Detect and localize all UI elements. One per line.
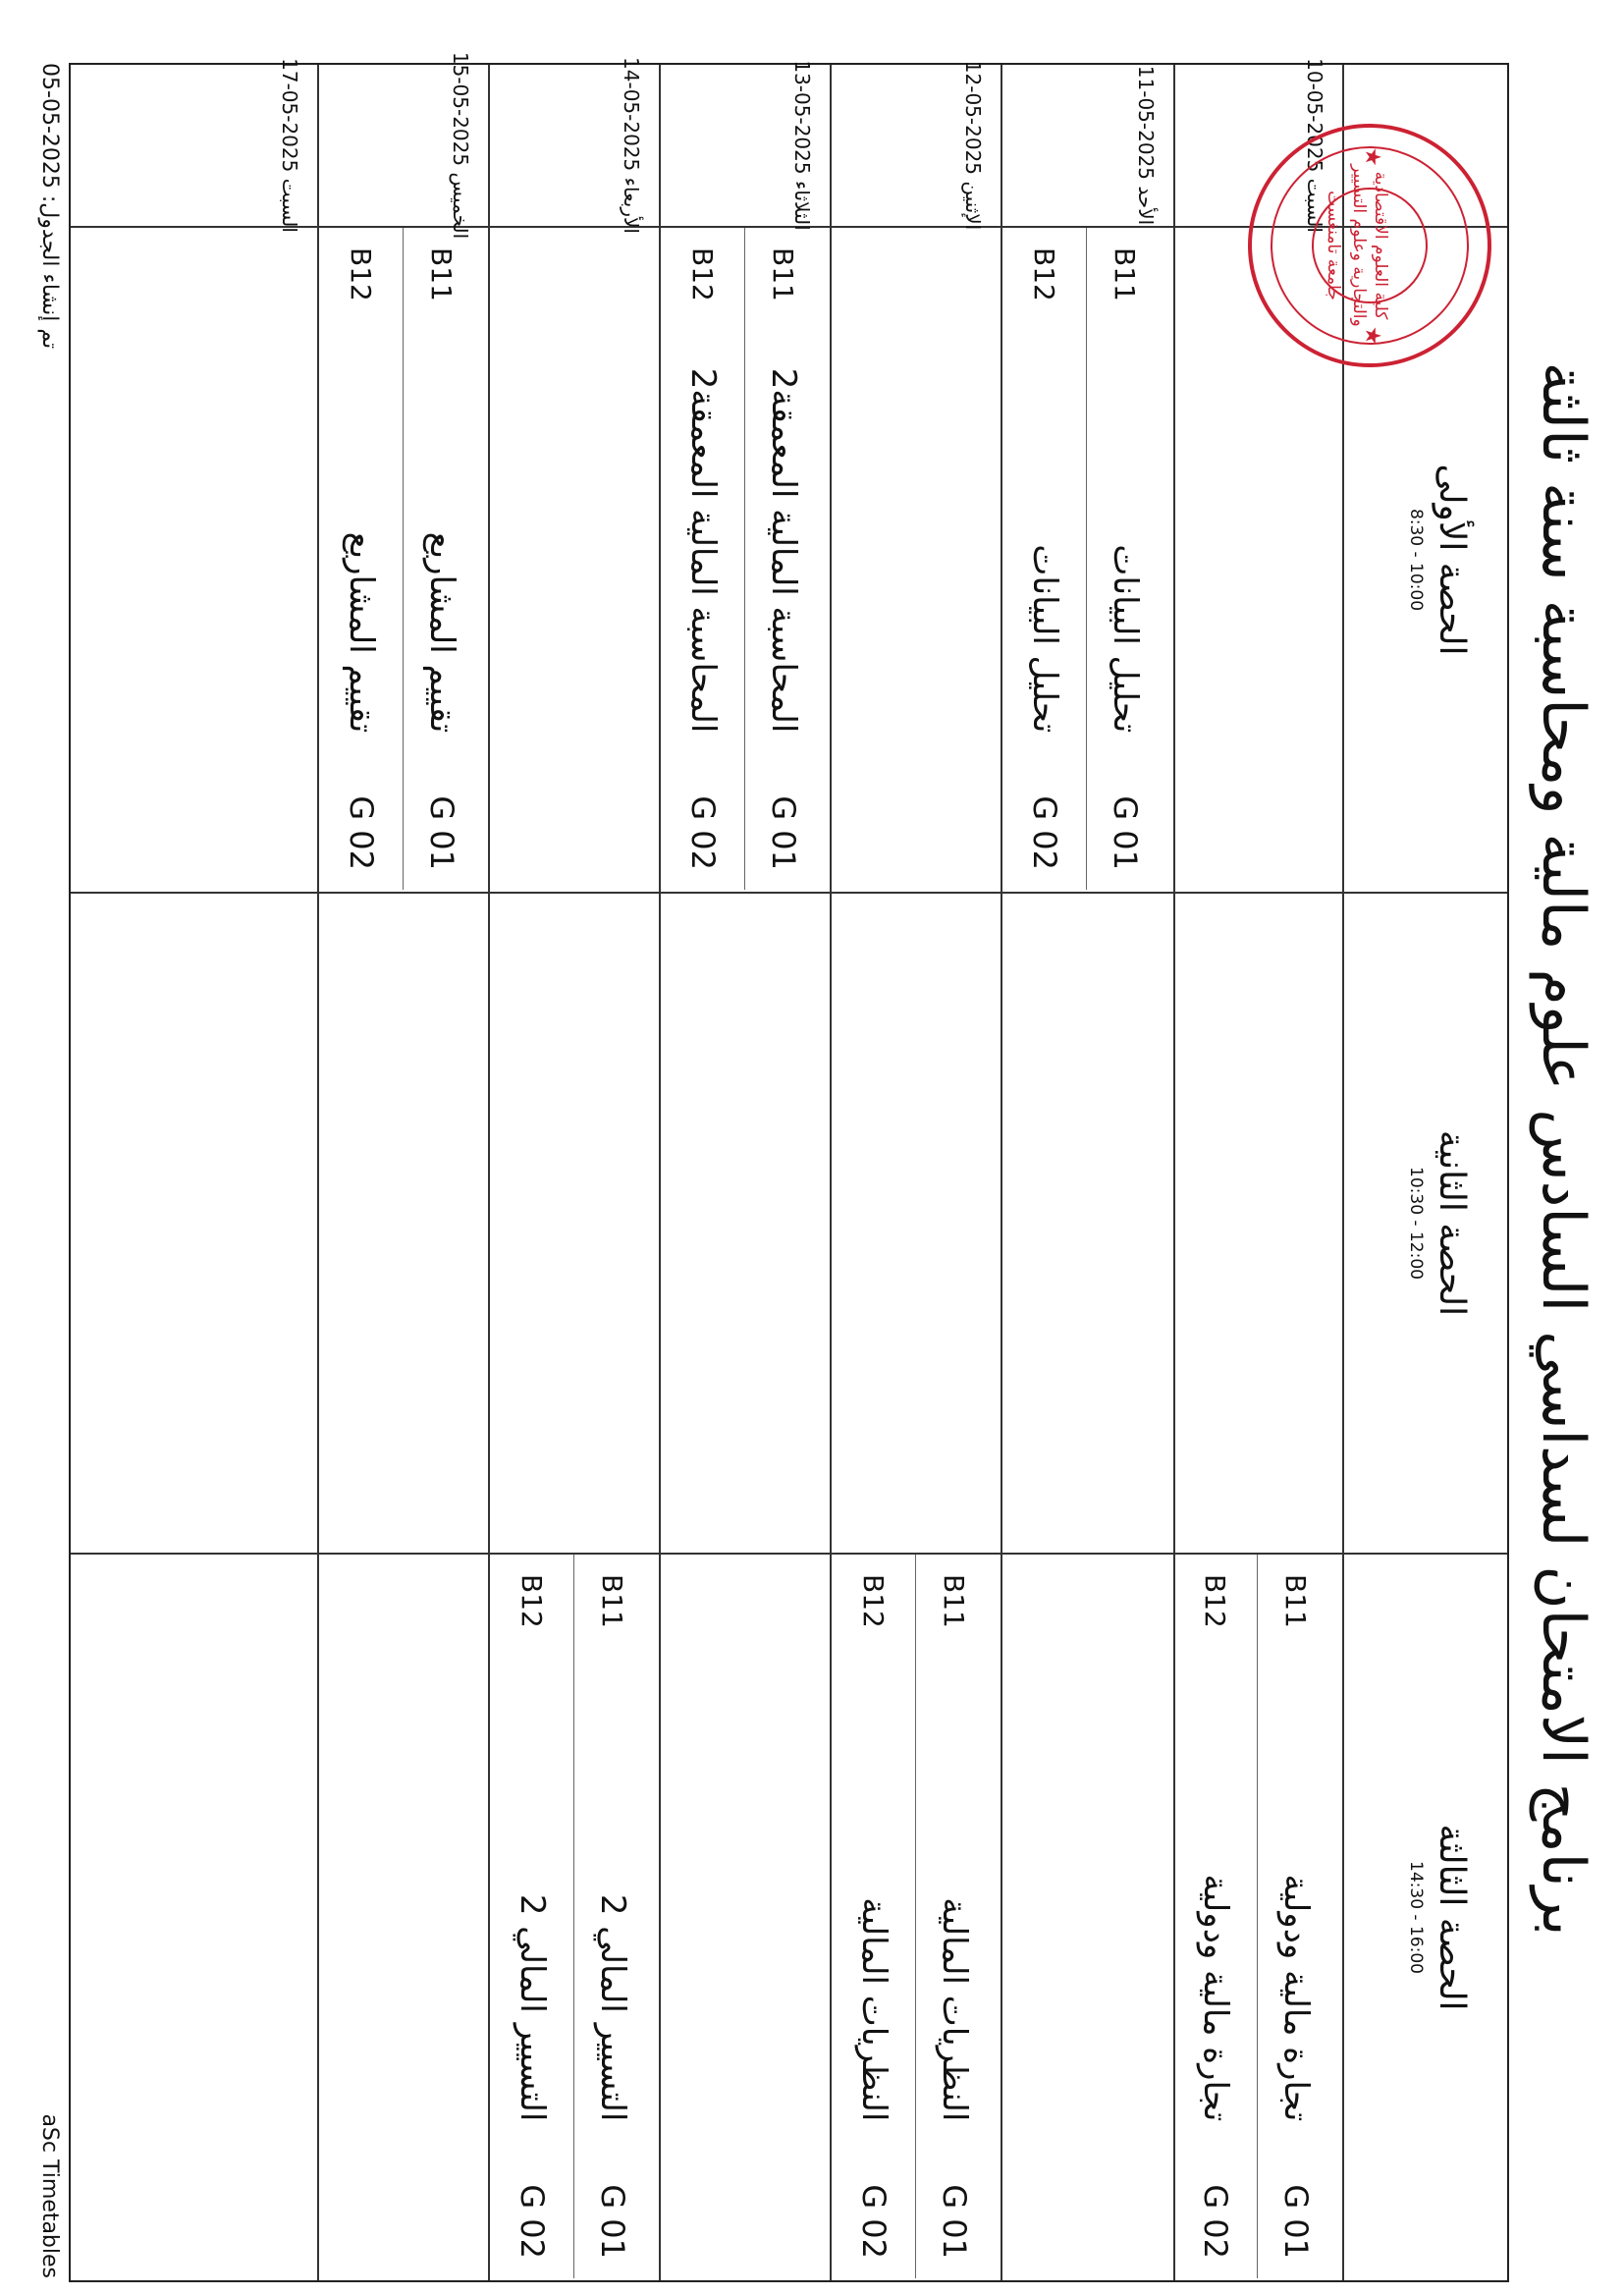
period-header-3: [1344, 1555, 1507, 2280]
room-label: B12: [515, 1574, 549, 1628]
room-label: B11: [938, 1574, 971, 1628]
period-name: الحصة الثانية: [1432, 1129, 1472, 1317]
room-label: B12: [1028, 247, 1061, 301]
column-divider: [71, 892, 1507, 894]
room-label: B11: [1109, 247, 1142, 301]
svg-text:★: ★: [1360, 147, 1384, 167]
period-time: 8:30 - 10:00: [1406, 508, 1426, 612]
subject-label: المحاسبة المالية المعمقة2: [683, 367, 723, 734]
room-label: B11: [1279, 1574, 1313, 1628]
exam-entry: [1262, 1555, 1330, 2278]
row-divider: [659, 65, 661, 2280]
group-label: G 02: [1026, 795, 1063, 870]
exam-entry: [327, 228, 396, 890]
period-name: الحصة الأولى: [1432, 464, 1472, 656]
room-label: B11: [596, 1574, 629, 1628]
svg-text:★: ★: [1360, 326, 1384, 346]
subject-label: المحاسبة المالية المعمقة2: [764, 367, 803, 734]
subject-label: تجارة مالية ودولية: [1196, 1874, 1235, 2122]
subject-label: تقييم المشاريع: [342, 531, 381, 734]
subject-label: التسيير المالي 2: [513, 1893, 552, 2122]
group-label: G 02: [343, 795, 380, 870]
official-stamp: [1242, 118, 1497, 373]
subrow-divider: [403, 228, 404, 890]
group-label: G 01: [1277, 2184, 1315, 2259]
group-label: G 01: [765, 795, 802, 870]
room-label: B11: [767, 247, 800, 301]
subrow-divider: [744, 228, 745, 890]
row-divider: [1173, 65, 1175, 2280]
day-label: الإثنين 2025-05-12: [961, 60, 985, 231]
stamp-line: كلية العلوم الاقتصادية والتجارية وعلوم التسيير: [1349, 164, 1390, 327]
day-label: الثلاثاء 2025-05-13: [790, 60, 814, 231]
page-title: برنامج الامتحان لسداسي السادس علوم مالية ومحاسبة سنة ثالثة: [1529, 361, 1597, 1937]
period-time: 14:30 - 16:00: [1406, 1861, 1426, 1974]
period-name: الحصة الثالثة: [1432, 1824, 1472, 2011]
exam-entry: [498, 1555, 567, 2278]
exam-entry: [920, 1555, 989, 2278]
exam-entry: [839, 1555, 908, 2278]
group-label: G 02: [514, 2184, 551, 2259]
day-label: السبت 2025-05-17: [278, 58, 301, 233]
period-header-2: [1344, 894, 1507, 1553]
day-label: الأحد 2025-05-11: [1134, 65, 1158, 226]
exam-entry: [749, 228, 818, 890]
group-label: G 01: [1107, 795, 1144, 870]
room-label: B12: [1199, 1574, 1232, 1628]
subrow-divider: [915, 1555, 916, 2278]
group-label: G 01: [423, 795, 460, 870]
group-label: G 02: [855, 2184, 893, 2259]
subject-label: تحليل البيانات: [1025, 544, 1064, 734]
subject-label: تحليل البيانات: [1106, 544, 1145, 734]
generated-date: تم إنشاء الجدول: 2025-05-05: [37, 63, 62, 350]
row-divider: [830, 65, 832, 2280]
subject-label: تجارة مالية ودولية: [1276, 1874, 1316, 2122]
group-label: G 01: [594, 2184, 631, 2259]
exam-entry: [1181, 1555, 1250, 2278]
stamp-text: [1323, 157, 1391, 334]
row-divider: [317, 65, 319, 2280]
timetable-grid: [69, 51, 1509, 2282]
exam-entry: [669, 228, 737, 890]
day-label: الأربعاء 2025-05-14: [620, 57, 643, 234]
group-label: G 02: [1197, 2184, 1234, 2259]
period-time: 10:30 - 12:00: [1406, 1167, 1426, 1280]
day-label: السبت 2025-05-10: [1303, 58, 1326, 233]
subrow-divider: [1257, 1555, 1258, 2278]
exam-entry: [1010, 228, 1079, 890]
subject-label: النظريات المالية: [935, 1897, 974, 2122]
exam-entry: [407, 228, 476, 890]
row-divider: [488, 65, 490, 2280]
day-label: الخميس 2025-05-15: [449, 51, 472, 240]
row-divider: [1001, 65, 1002, 2280]
group-label: G 02: [684, 795, 722, 870]
room-label: B12: [686, 247, 720, 301]
room-label: B12: [857, 1574, 891, 1628]
subject-label: النظريات المالية: [854, 1897, 893, 2122]
subject-label: التسيير المالي 2: [593, 1893, 632, 2122]
stamp-line: جامعة تامنغست: [1324, 191, 1343, 301]
subrow-divider: [1086, 228, 1087, 890]
room-label: B11: [425, 247, 459, 301]
group-label: G 01: [936, 2184, 973, 2259]
subrow-divider: [573, 1555, 574, 2278]
subject-label: تقييم المشاريع: [422, 531, 461, 734]
software-credit: aSc Timetables: [37, 2113, 62, 2278]
exam-entry: [1091, 228, 1160, 890]
room-label: B12: [345, 247, 378, 301]
exam-entry: [578, 1555, 647, 2278]
